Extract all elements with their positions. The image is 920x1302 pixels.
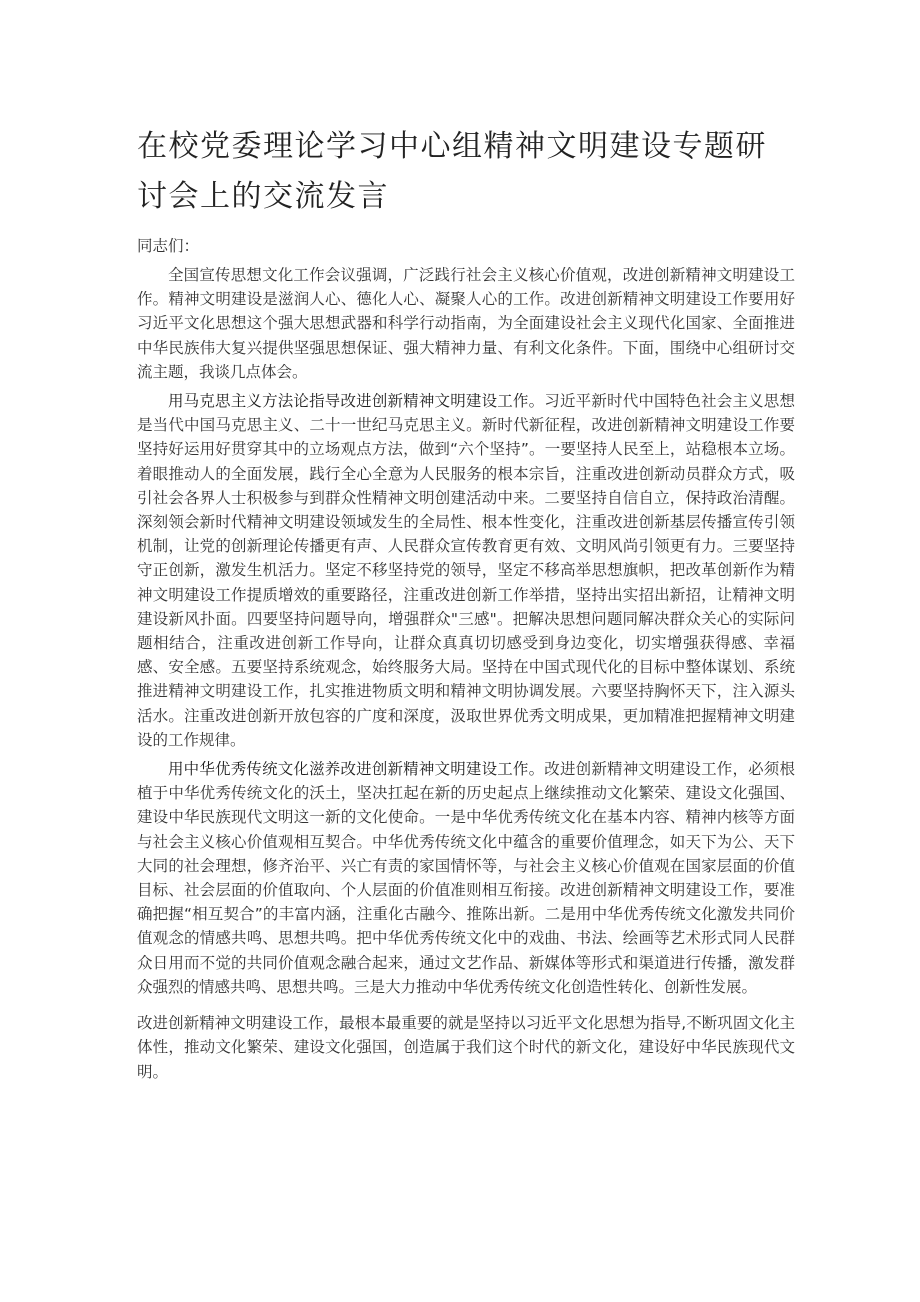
salutation: 同志们： xyxy=(137,237,200,255)
paragraph-lead: 用中华优秀传统文化滋养改进创新精神文明建设工作。 xyxy=(168,760,545,779)
paragraph-conclusion xyxy=(137,1011,795,1084)
paragraph-text: 改进创新精神文明建设工作，最根本最重要的就是坚持以习近平文化思想为指导,不断巩固文化主体性，推动文化繁荣、建设文化强国，创造属于我们这个时代的新文化，建设好中华民族现代文明。 xyxy=(137,1014,795,1081)
document-title: 在校党委理论学习中心组精神文明建设专题研讨会上的交流发言 xyxy=(137,129,767,214)
paragraph-lead: 用马克思主义方法论指导改进创新精神文明建设工作。 xyxy=(168,392,545,411)
paragraph-text: 改进创新精神文明建设工作，必须根植于中华优秀传统文化的沃土，坚决扛起在新的历史起点上继续推动文化繁荣、建设文化强国、建设中华民族现代文明这一新的文化使命。一是中华优秀传统文化在基本内容、精神内核等方面与社会主义核心价值观相互契合。中华优秀传统文化中蕴含的重要价值理念，如天下为公、天下大同的社会理想，修齐治平、兴亡有责的家国情怀等，与社会主义核心价值观在国家层面的价值目标、社会层面的价值取向、个人层面的价值准则相互衔接。改进创新精神文明建设工作，要准确把握“相互契合”的丰富内涵，注重化古融今、推陈出新。二是用中华优秀传统文化激发共同价值观念的情感共鸣、思想共鸣。把中华优秀传统文化中的戏曲、书法、绘画等艺术形式同人民群众日用而不觉的共同价值观念融合起来，通过文艺作品、新媒体等形式和渠道进行传播，激发群众强烈的情感共鸣、思想共鸣。三是大力推动中华优秀传统文化创造性转化、创新性发展。 xyxy=(137,760,795,996)
paragraph-marxism xyxy=(137,389,795,752)
paragraph-intro xyxy=(137,263,795,384)
paragraph-traditional-culture xyxy=(137,757,795,999)
document-page xyxy=(137,122,795,1089)
paragraph-text: 全国宣传思想文化工作会议强调，广泛践行社会主义核心价值观，改进创新精神文明建设工作。精神文明建设是滋润人心、德化人心、凝聚人心的工作。改进创新精神文明建设工作要用好习近平文化思想这个强大思想武器和科学行动指南，为全面建设社会主义现代化国家、全面推进中华民族伟大复兴提供坚强思想保证、强大精神力量、有利文化条件。下面，围绕中心组研讨交流主题，我谈几点体会。 xyxy=(137,266,795,381)
paragraph-text: 习近平新时代中国特色社会主义思想是当代中国马克思主义、二十一世纪马克思主义。新时代新征程，改进创新精神文明建设工作要坚持好运用好贯穿其中的立场观点方法，做到“六个坚持”。一要坚持人民至上，站稳根本立场。着眼推动人的全面发展，践行全心全意为人民服务的根本宗旨，注重改进创新动员群众方式，吸引社会各界人士积极参与到群众性精神文明创建活动中来。二要坚持自信自立，保持政治清醒。深刻领会新时代精神文明建设领域发生的全局性、根本性变化，注重改进创新基层传播宣传引领机制，让党的创新理论传播更有声、人民群众宣传教育更有效、文明风尚引领更有力。三要坚持守正创新，激发生机活力。坚定不移坚持党的领导，坚定不移高举思想旗帜，把改革创新作为精神文明建设工作提质增效的重要路径，注重改进创新工作举措，坚持出实招出新招，让精神文明建设新风扑面。四要坚持问题导向，增强群众"三感"。把解决思想问题同解决群众关心的实际问题相结合，注重改进创新工作导向，让群众真真切切感受到身边变化，切实增强获得感、幸福感、安全感。五要坚持系统观念，始终服务大局。坚持在中国式现代化的目标中整体谋划、系统推进精神文明建设工作，扎实推进物质文明和精神文明协调发展。六要坚持胸怀天下，注入源头活水。注重改进创新开放包容的广度和深度，汲取世界优秀文明成果，更加精准把握精神文明建设的工作规律。 xyxy=(137,392,795,749)
